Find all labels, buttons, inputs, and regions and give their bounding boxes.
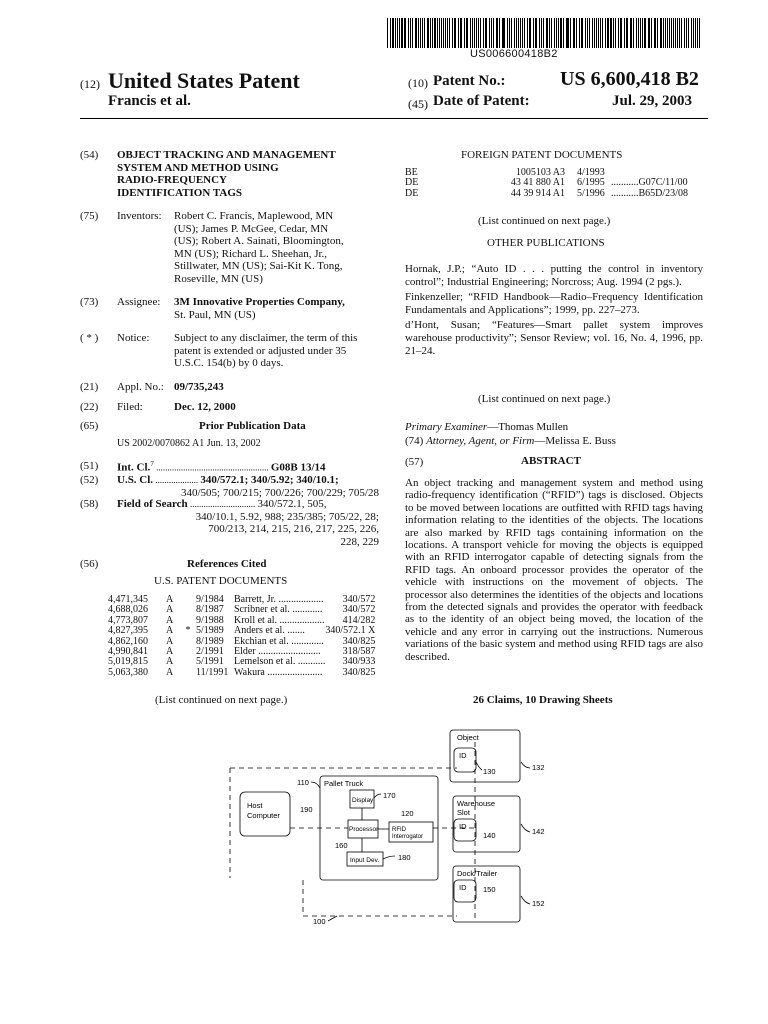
- barcode-bar: [401, 18, 402, 48]
- patent-no-code: (10): [408, 76, 428, 90]
- star-cell: [180, 595, 196, 605]
- foreign-patent-row: [405, 189, 688, 199]
- intcl-value: G08B 13/14: [270, 461, 326, 474]
- barcode-bar: [390, 18, 391, 48]
- leader-130: [476, 762, 482, 770]
- barcode-bar: [511, 18, 512, 48]
- barcode-bar: [387, 18, 388, 48]
- inventor-name: Ekchian et al.: [234, 635, 289, 647]
- field-of-search: [117, 498, 379, 548]
- inventors-list: [174, 210, 384, 286]
- barcode-bar: [549, 18, 550, 48]
- barcode-bar: [631, 18, 632, 48]
- filed-date: Dec. 12, 2000: [174, 401, 236, 413]
- patent-number-cell: 4,862,160: [108, 635, 148, 647]
- barcode-bar: [412, 18, 413, 48]
- kind-cell: A: [166, 646, 174, 658]
- barcode-bar: [592, 18, 593, 48]
- object-id-label: ID: [459, 751, 467, 760]
- ref-170: 170: [383, 791, 396, 800]
- leader-dots: ..................: [275, 594, 324, 605]
- barcode-bar: [404, 18, 405, 48]
- star-cell: [180, 605, 196, 615]
- date-cell: 5/1989: [196, 625, 224, 637]
- ref-152: 152: [532, 899, 545, 908]
- publication-entry: Finkenzeller; “RFID Handbook—Radio–Frequency Identification Fundamentals and Applications”; 1999, pp. 227–273.: [405, 291, 703, 316]
- barcode-bar: [551, 18, 552, 48]
- class-cell: 340/572: [342, 594, 376, 605]
- inventors-label: Inventors:: [117, 210, 162, 222]
- leader-dots: ..................: [277, 614, 325, 626]
- barcode-bar: [397, 18, 398, 48]
- prior-publication-text: US 2002/0070862 A1 Jun. 13, 2002: [117, 438, 261, 449]
- notice-label: Notice:: [117, 332, 150, 344]
- pallet-truck-label: Pallet Truck: [324, 779, 364, 788]
- kind-cell: A: [166, 594, 174, 605]
- name-cell: [234, 668, 325, 678]
- date-of-patent-label: Date of Patent:: [433, 93, 530, 109]
- notice-line: patent is extended or adjusted under 35: [174, 344, 347, 357]
- assignee-name: 3M Innovative Properties Company,: [174, 296, 345, 308]
- date-cell: 8/1989: [196, 635, 224, 647]
- inventor-name: Barrett, Jr.: [234, 594, 276, 605]
- leader-dots: ...........: [295, 656, 326, 668]
- barcode-bar: [427, 18, 428, 48]
- assignee-location: St. Paul, MN (US): [174, 308, 256, 321]
- barcode-bar: [476, 18, 477, 48]
- barcode-bar: [434, 18, 435, 48]
- refs-code: (56): [80, 558, 99, 570]
- inventors-line: (US); James P. McGee, Cedar, MN: [174, 222, 329, 235]
- prior-code: (65): [80, 420, 99, 432]
- barcode-bar: [596, 18, 597, 48]
- search-line: 340/572.1, 505,: [257, 498, 327, 510]
- uscl-label: U.S. Cl.: [117, 474, 154, 486]
- abstract-code: (57): [405, 456, 424, 468]
- barcode-bar: [570, 18, 571, 48]
- barcode-bar: [405, 18, 406, 48]
- appl-code: (21): [80, 381, 99, 393]
- examiner-label: Primary Examiner: [405, 421, 488, 433]
- kind-cell: A: [166, 604, 174, 616]
- barcode-bar: [589, 18, 590, 48]
- uscl-code: (52): [80, 474, 99, 486]
- host-computer-label-1: Host: [247, 801, 263, 810]
- intcl-code: (51): [80, 460, 99, 472]
- primary-examiner: [405, 421, 568, 433]
- barcode: [387, 18, 701, 48]
- ref-130: 130: [483, 767, 496, 776]
- country-cell: BE: [405, 167, 418, 178]
- barcode-bar: [649, 18, 650, 48]
- barcode-bar: [472, 18, 473, 48]
- notice-text: [174, 332, 384, 370]
- inventor-name: Anders et al.: [234, 625, 285, 637]
- leader-152: [521, 896, 530, 904]
- invention-title: [117, 149, 377, 199]
- appl-number: 09/735,243: [174, 381, 224, 393]
- date-cell: 5/1996: [577, 187, 605, 199]
- barcode-bar: [615, 18, 616, 48]
- intcl-edition: 7: [150, 460, 154, 468]
- input-device-label: Input Dev.: [350, 857, 380, 864]
- barcode-bar: [636, 18, 637, 48]
- barcode-bar: [480, 18, 481, 48]
- kind-code: (12): [80, 77, 100, 91]
- ref-142: 142: [532, 827, 545, 836]
- title-code: (54): [80, 149, 99, 161]
- barcode-bar: [554, 18, 555, 48]
- assignee-code: (73): [80, 296, 99, 308]
- title-line: IDENTIFICATION TAGS: [117, 186, 243, 199]
- foreign-patent-documents-table: [405, 168, 688, 199]
- rfid-label-2: Interrogator: [392, 834, 424, 840]
- barcode-bar: [671, 18, 672, 48]
- search-dots: .............................: [187, 499, 258, 509]
- class-cell: B65D/23/08: [638, 187, 688, 199]
- host-computer-label-2: Computer: [247, 811, 280, 820]
- barcode-bar: [458, 18, 459, 48]
- barcode-bar: [447, 18, 448, 48]
- barcode-bar: [618, 18, 619, 48]
- patent-number-cell: 4,471,345: [108, 594, 148, 605]
- barcode-bar: [449, 18, 450, 48]
- barcode-bar: [507, 18, 508, 48]
- appl-label: Appl. No.:: [117, 381, 164, 393]
- class-cell: 318/587: [342, 646, 376, 658]
- country-cell: DE: [405, 177, 419, 189]
- notice-line: Subject to any disclaimer, the term of this: [174, 332, 358, 344]
- leader-dots: .......: [284, 625, 305, 637]
- barcode-bar: [489, 18, 490, 48]
- patent-number: US 6,600,418 B2: [560, 68, 699, 90]
- inventors-line: Roseville, MN (US): [174, 272, 263, 285]
- barcode-bar: [574, 18, 575, 48]
- barcode-bar: [582, 18, 583, 48]
- barcode-bar: [602, 18, 603, 48]
- processor-label: Processor: [349, 826, 379, 833]
- barcode-bar: [470, 18, 471, 48]
- list-continued: (List continued on next page.): [155, 694, 288, 706]
- barcode-bar: [432, 18, 433, 48]
- barcode-bar: [491, 18, 492, 48]
- publication-entry: Hornak, J.P.; “Auto ID . . . putting the control in inventory control”; Industrial Engineering; Norcross; Aug. 1994 (2 pgs.).: [405, 263, 703, 288]
- notice-code: ( * ): [80, 332, 99, 344]
- leader-dots: .........................: [255, 646, 321, 658]
- claims-summary: 26 Claims, 10 Drawing Sheets: [473, 694, 613, 706]
- barcode-bar: [613, 18, 614, 48]
- publications-list-continued: (List continued on next page.): [478, 393, 611, 405]
- object-label: Object: [457, 733, 479, 742]
- barcode-bar: [695, 18, 696, 48]
- search-line: 340/10.1, 5.92, 988; 235/385; 705/22, 28;: [195, 510, 379, 523]
- abstract-heading: ABSTRACT: [521, 455, 581, 467]
- star-cell: [180, 657, 196, 667]
- kind-cell: A: [166, 666, 174, 678]
- barcode-bar: [445, 18, 446, 48]
- attorney: [405, 435, 616, 447]
- barcode-bar: [543, 18, 544, 48]
- search-code: (58): [80, 498, 99, 510]
- barcode-bar: [594, 18, 595, 48]
- intcl-label: Int. Cl.: [117, 461, 151, 474]
- barcode-bar: [633, 18, 634, 48]
- patent-number-cell: 5,019,815: [108, 656, 148, 668]
- country-cell: DE: [405, 187, 419, 199]
- class-cell: 340/933: [342, 656, 376, 668]
- leader-dots: ............: [289, 604, 323, 616]
- warehouse-label-2: Slot: [457, 808, 470, 817]
- barcode-bar: [673, 18, 674, 48]
- barcode-bar: [533, 18, 534, 48]
- date-cell: 11/1991: [196, 666, 229, 678]
- barcode-bar: [522, 18, 523, 48]
- class-cell: 340/572.1 X: [325, 625, 376, 637]
- inventors-code: (75): [80, 210, 99, 222]
- kind-cell: A: [166, 635, 174, 647]
- date-cell: 9/1984: [196, 594, 224, 605]
- assignee-label: Assignee:: [117, 296, 161, 308]
- uscl-dots: ...................: [153, 475, 201, 485]
- barcode-bar: [546, 18, 547, 48]
- barcode-bar: [524, 18, 525, 48]
- ref-100: 100: [313, 917, 326, 926]
- date-cell: 6/1995: [577, 177, 605, 189]
- search-label: Field of Search: [117, 498, 188, 510]
- leader-dots: ......................: [264, 666, 323, 678]
- date-cell: 5/1991: [196, 656, 224, 668]
- barcode-bar: [509, 18, 510, 48]
- barcode-bar: [556, 18, 557, 48]
- search-line: 700/213, 214, 215, 216, 217, 225, 226,: [208, 523, 379, 536]
- references-cited-heading: References Cited: [187, 558, 267, 570]
- abstract-text: An object tracking and management system and method using radio-frequency identification (“RFID”) tags is disclosed. Objects to be moved between locations are outfitted with RFID tags having information relating to the identities of the objects. The locations are also marked by RFID tags containing information on the locations. A transport vehicle for moving the objects is equipped with an RFID interrogator capable of detecting signals from the RFID tags. An onboard processor provides the operator of the vehicle with instructions on the movement of objects. The processor also determines the identities of the objects and locations from the detected signals and provides the operator with feedback as to the identity of an object being moved, the location of the vehicle and any error in carrying out the instructions. Numerous variations of the basic system and method using RFID tags are also described.: [405, 477, 703, 663]
- barcode-bar: [561, 18, 562, 48]
- barcode-bar: [420, 18, 421, 48]
- ref-120: 120: [401, 809, 414, 818]
- foreign-number-cell: 44 39 914 A1: [510, 187, 565, 199]
- ref-160: 160: [335, 841, 348, 850]
- barcode-bar: [645, 18, 646, 48]
- us-patent-documents-heading: U.S. PATENT DOCUMENTS: [154, 575, 288, 587]
- barcode-bar: [640, 18, 641, 48]
- filed-label: Filed:: [117, 401, 143, 413]
- ref-190: 190: [300, 805, 313, 814]
- inventors-line: Stillwater, MN (US); Sai-Kit K. Tong,: [174, 260, 343, 273]
- foreign-number-cell: 1005103 A3: [515, 167, 565, 178]
- barcode-bar: [395, 18, 396, 48]
- dock-id-label: ID: [459, 883, 467, 892]
- leader-132: [521, 762, 530, 768]
- barcode-bar: [566, 18, 567, 48]
- leader-180: [383, 856, 395, 859]
- inventor-name: Scribner et al.: [234, 604, 290, 616]
- rfid-label-1: RFID: [392, 827, 406, 833]
- attorney-code: (74): [405, 435, 424, 447]
- inventors-line: Robert C. Francis, Maplewood, MN: [174, 210, 334, 222]
- us-cl: [117, 474, 379, 499]
- patent-no-label: Patent No.:: [433, 73, 506, 89]
- leader-110: [311, 782, 320, 788]
- header-rule: [80, 118, 708, 119]
- barcode-bar: [483, 18, 484, 48]
- barcode-bar: [518, 18, 519, 48]
- warehouse-id-label: ID: [459, 822, 467, 831]
- leader-dots: .............: [288, 635, 324, 647]
- date-of-patent: Jul. 29, 2003: [612, 93, 693, 109]
- barcode-bar: [681, 18, 682, 48]
- date-cell: 9/1988: [196, 614, 224, 626]
- barcode-bar: [567, 18, 568, 48]
- patent-number-cell: 4,990,841: [108, 646, 148, 658]
- barcode-bar: [410, 18, 411, 48]
- attorney-name: —Melissa E. Buss: [534, 435, 616, 447]
- barcode-bar: [667, 18, 668, 48]
- barcode-bar: [527, 18, 528, 48]
- barcode-bar: [499, 18, 500, 48]
- examiner-name: —Thomas Mullen: [487, 421, 569, 433]
- ref-180: 180: [398, 853, 411, 862]
- barcode-bar: [455, 18, 456, 48]
- barcode-bar: [467, 18, 468, 48]
- date-code: (45): [408, 97, 428, 111]
- date-cell: 2/1991: [196, 646, 224, 658]
- date-cell: 4/1993: [577, 167, 605, 178]
- patent-number-cell: 5,063,380: [108, 666, 148, 678]
- kind-cell: A: [166, 656, 174, 668]
- leader-100: [328, 916, 337, 921]
- int-cl: [117, 460, 385, 474]
- barcode-bar: [677, 18, 678, 48]
- inventor-name: Kroll et al.: [234, 614, 278, 626]
- leader-142: [521, 824, 530, 832]
- display-label: Display: [352, 797, 374, 804]
- barcode-bar: [439, 18, 440, 48]
- barcode-bar: [541, 18, 542, 48]
- kind-cell: A: [166, 614, 174, 626]
- barcode-bar: [416, 18, 417, 48]
- barcode-bar: [663, 18, 664, 48]
- uscl-primary: 340/572.1; 340/5.92; 340/10.1;: [200, 474, 339, 486]
- star-cell: [180, 647, 196, 657]
- leader-170: [374, 794, 381, 798]
- barcode-bar: [688, 18, 689, 48]
- foreign-patent-documents-heading: FOREIGN PATENT DOCUMENTS: [461, 149, 623, 161]
- filed-code: (22): [80, 401, 99, 413]
- barcode-bar: [655, 18, 656, 48]
- barcode-bar: [424, 18, 425, 48]
- system-diagram: [225, 728, 555, 928]
- intcl-dots: ..................................................: [153, 462, 271, 473]
- inventors-line: (US); Robert A. Sainati, Bloomington,: [174, 235, 344, 248]
- document-title: United States Patent: [108, 68, 300, 93]
- warehouse-label-1: Warehouse: [457, 799, 496, 808]
- inventors-short: Francis et al.: [108, 93, 191, 109]
- barcode-bar: [516, 18, 517, 48]
- us-patent-row: [108, 668, 375, 678]
- title-line: SYSTEM AND METHOD USING: [117, 161, 279, 174]
- title-line: RADIO-FREQUENCY: [117, 174, 227, 187]
- barcode-bar: [699, 18, 700, 48]
- barcode-bar: [684, 18, 685, 48]
- barcode-bar: [539, 18, 540, 48]
- barcode-bar: [520, 18, 521, 48]
- date-cell: 8/1987: [196, 604, 224, 616]
- patent-number-cell: 4,773,807: [108, 614, 148, 626]
- patent-number-cell: 4,688,026: [108, 604, 148, 616]
- inventor-name: Lemelson et al.: [234, 656, 296, 668]
- star-cell: *: [185, 625, 191, 637]
- kind-cell: A: [166, 625, 174, 637]
- class-cell: 414/282: [342, 614, 376, 626]
- ref-110: 110: [297, 778, 309, 787]
- foreign-number-cell: 43 41 880 A1: [510, 177, 565, 189]
- other-publications-heading: OTHER PUBLICATIONS: [487, 237, 605, 249]
- barcode-bar: [621, 18, 622, 48]
- barcode-bar: [686, 18, 687, 48]
- barcode-bar: [581, 18, 582, 48]
- inventor-name: Wakura: [234, 666, 265, 678]
- title-line: OBJECT TRACKING AND MANAGEMENT: [117, 149, 336, 161]
- star-cell: [180, 668, 196, 678]
- barcode-bar: [493, 18, 494, 48]
- attorney-label: Attorney, Agent, or Firm: [426, 435, 535, 447]
- barcode-bar: [587, 18, 588, 48]
- uscl-line: 340/505; 700/215; 700/226; 700/229; 705/28: [180, 486, 379, 499]
- class-cell: 340/825: [342, 666, 376, 678]
- publication-entry: d’Hont, Susan; “Features—Smart pallet system improves warehouse productivity”; Sensor Review; vol. 16, No. 4, 1996, pp. 21–24.: [405, 319, 703, 357]
- barcode-bar: [610, 18, 611, 48]
- leader-dots: ...........: [611, 177, 639, 189]
- barcode-bar: [461, 18, 462, 48]
- barcode-bar: [691, 18, 692, 48]
- other-publications: [405, 263, 703, 357]
- barcode-bar: [486, 18, 487, 48]
- ref-140: 140: [483, 831, 496, 840]
- search-line: 228, 229: [340, 535, 379, 548]
- barcode-bar: [504, 18, 505, 48]
- class-cell: 340/572: [342, 604, 376, 616]
- notice-line: U.S.C. 154(b) by 0 days.: [174, 357, 284, 370]
- assignee: [174, 296, 384, 321]
- ref-150: 150: [483, 885, 496, 894]
- barcode-bar: [579, 18, 580, 48]
- foreign-list-continued: (List continued on next page.): [478, 215, 611, 227]
- barcode-bar: [600, 18, 601, 48]
- class-cell: G07C/11/00: [638, 177, 688, 189]
- barcode-bar: [441, 18, 442, 48]
- us-patent-documents-table: [108, 595, 375, 678]
- system-diagram-svg: [225, 728, 555, 928]
- star-cell: [180, 637, 196, 647]
- leader-dots: ...........: [611, 187, 639, 199]
- inventors-line: MN (US); Richard L. Sheehan, Jr.,: [174, 247, 328, 260]
- dock-trailer-label: Dock/Trailer: [457, 869, 498, 878]
- prior-publication-heading: Prior Publication Data: [199, 420, 306, 432]
- ref-132: 132: [532, 763, 545, 772]
- barcode-bar: [679, 18, 680, 48]
- class-cell: 340/825: [342, 635, 376, 647]
- patent-number-cell: 4,827,395: [108, 625, 148, 637]
- barcode-number: US006600418B2: [470, 48, 558, 60]
- inventor-name: Elder: [234, 646, 256, 658]
